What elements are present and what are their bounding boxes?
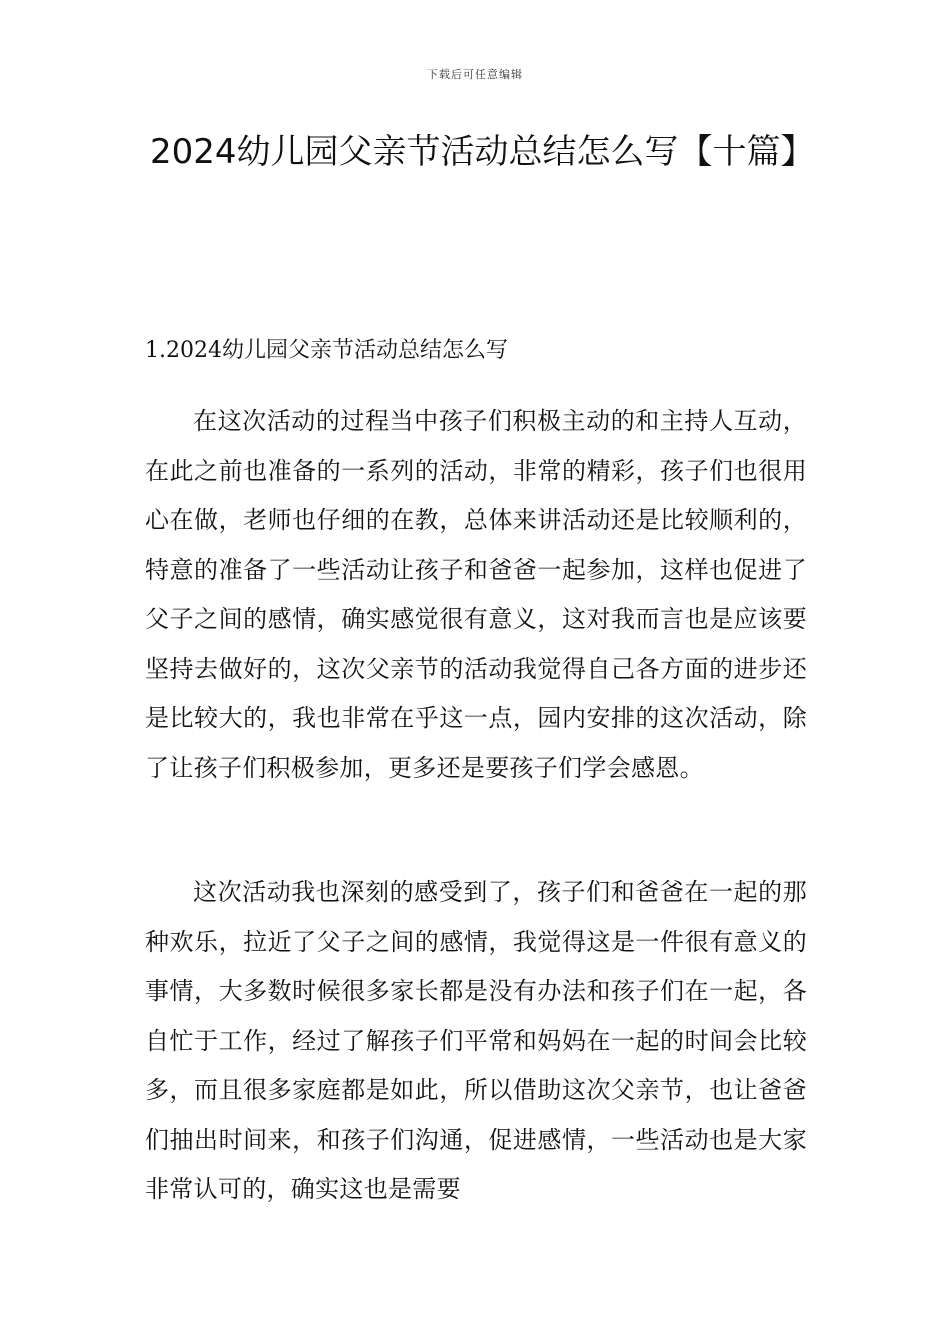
document-title: 2024幼儿园父亲节活动总结怎么写【十篇】 [150, 132, 815, 172]
body-paragraph: 这次活动我也深刻的感受到了，孩子们和爸爸在一起的那种欢乐，拉近了父子之间的感情，我觉得这是一件很有意义的事情，大多数时候很多家长都是没有办法和孩子们在一起，各自忙于工作，经过了解孩子们平常和妈妈在一起的时间会比较多，而且很多家庭都是如此，所以借助这次父亲节，也让爸爸们抽出时间来，和孩子们沟通，促进感情，一些活动也是大家非常认可的，确实这也是需要 [145, 878, 807, 1203]
page-header-note: 下载后可任意编辑 [427, 68, 523, 81]
body-paragraph: 在这次活动的过程当中孩子们积极主动的和主持人互动，在此之前也准备的一系列的活动，非常的精彩，孩子们也很用心在做，老师也仔细的在教，总体来讲活动还是比较顺利的，特意的准备了一些活动让孩子和爸爸一起参加，这样也促进了父子之间的感情，确实感觉很有意义，这对我而言也是应该要坚持去做好的，这次父亲节的活动我觉得自己各方面的进步还是比较大的，我也非常在乎这一点，园内安排的这次活动，除了让孩子们积极参加，更多还是要孩子们学会感恩。 [145, 407, 807, 782]
section-heading: 1.2024幼儿园父亲节活动总结怎么写 [145, 338, 508, 363]
